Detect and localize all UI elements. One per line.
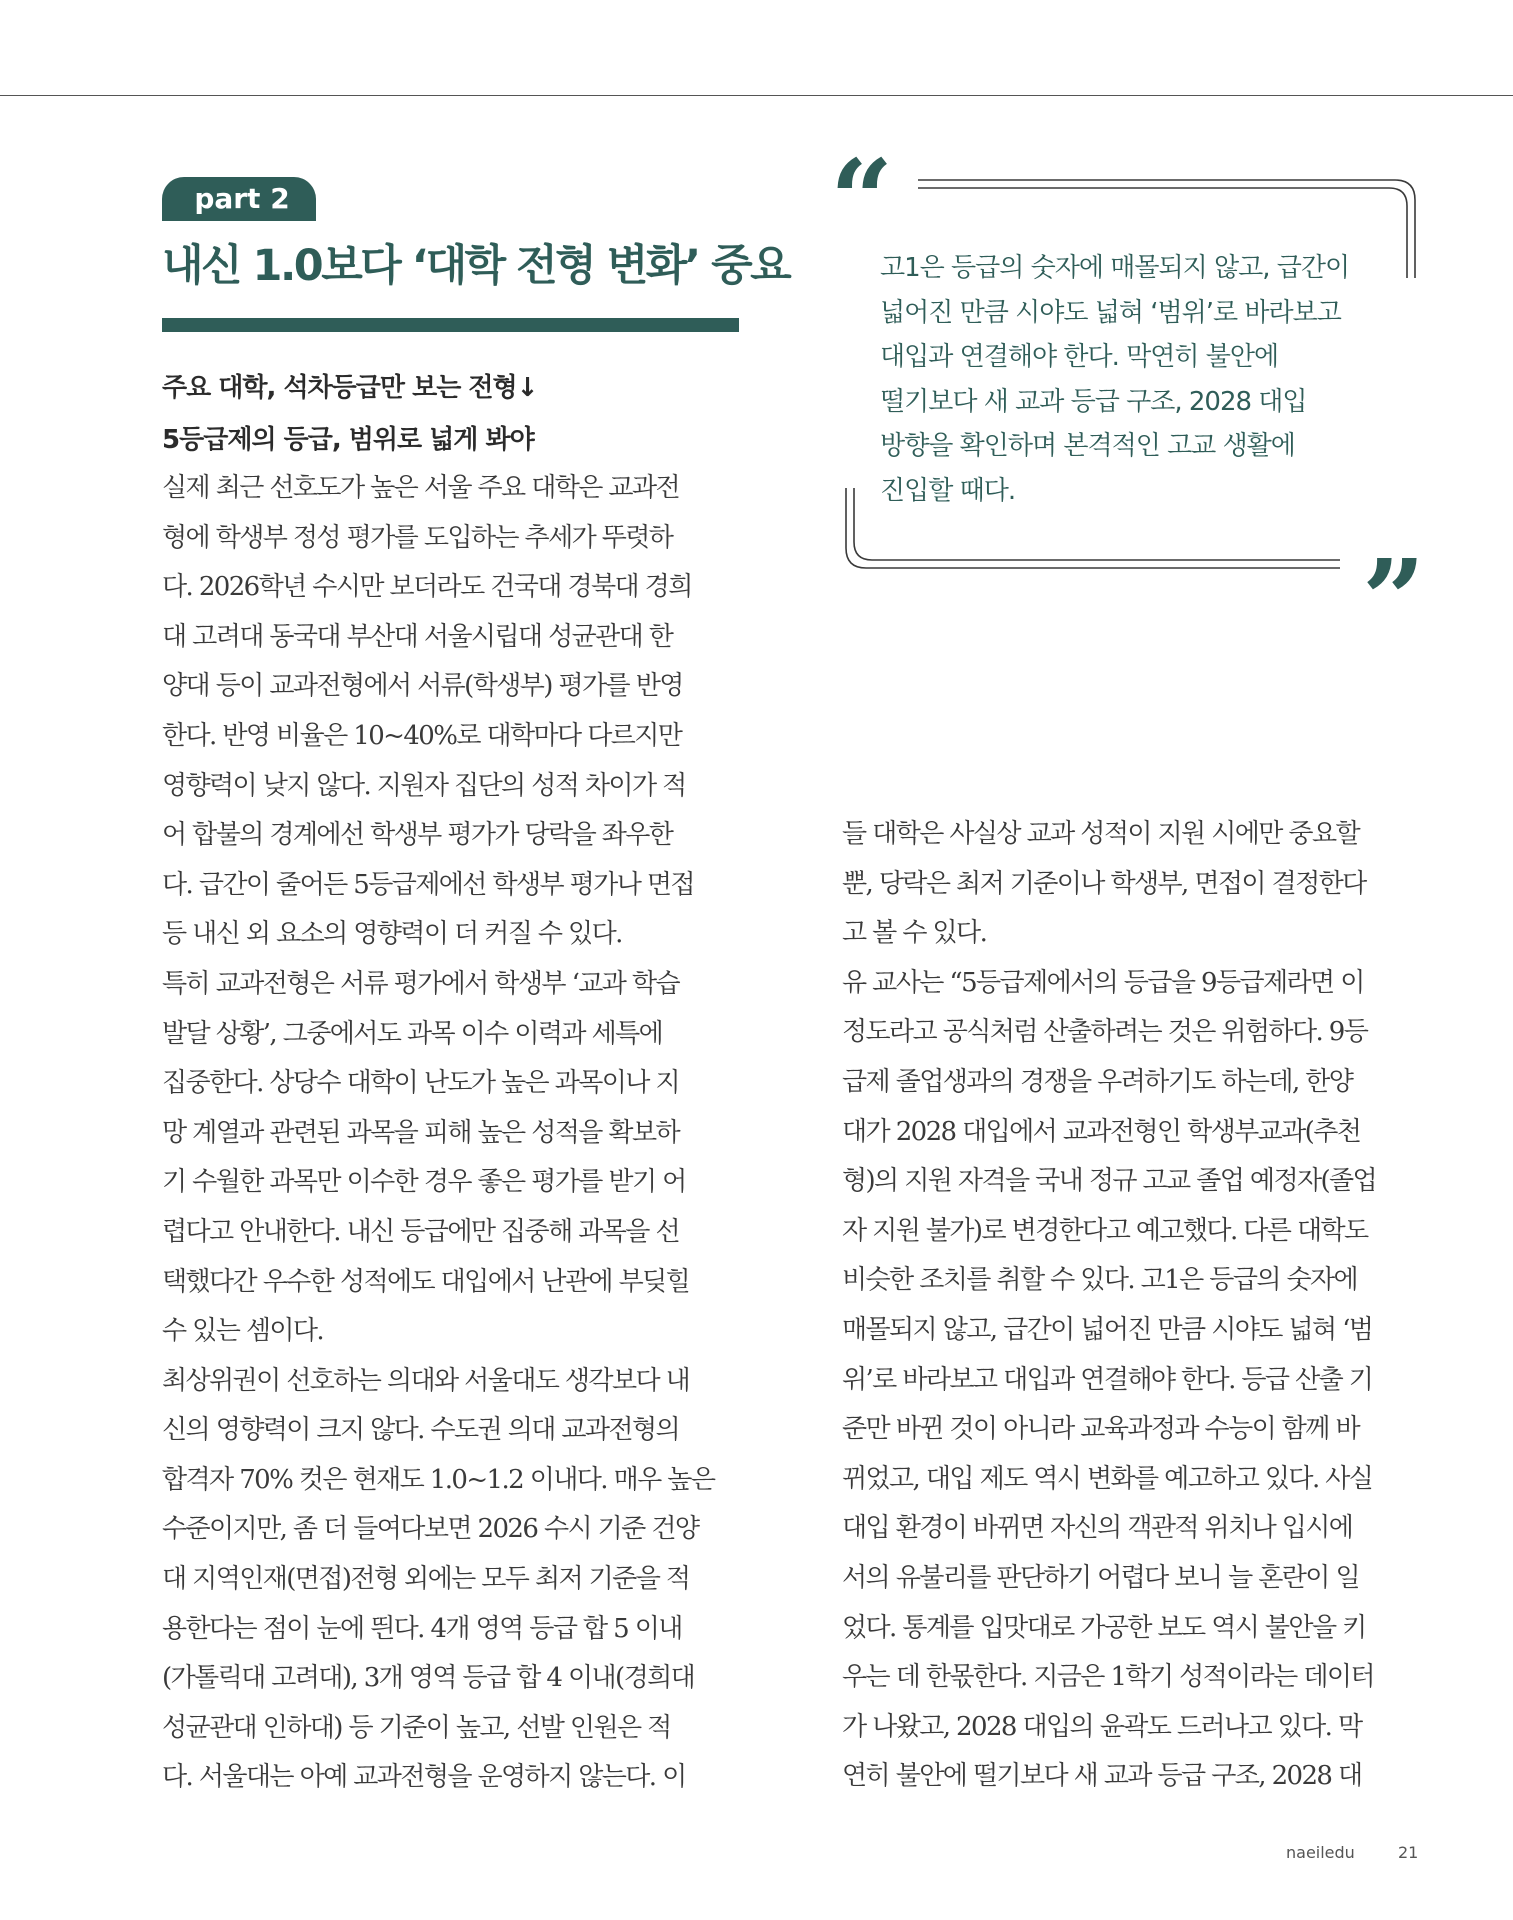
quote-line: 고1은 등급의 숫자에 매몰되지 않고, 급간이 (880, 253, 1350, 283)
quote-line: 방향을 확인하며 본격적인 고교 생활에 (880, 431, 1295, 462)
footer-site-name: naeiledu (1286, 1843, 1355, 1862)
page-number: 21 (1398, 1843, 1419, 1862)
body-text-line: 대 고려대 동국대 부산대 서울시립대 성균관대 한 (162, 621, 673, 652)
body-text-line: 양대 등이 교과전형에서 서류(학생부) 평가를 반영 (162, 671, 683, 702)
part-label: part 2 (162, 177, 316, 221)
subheading-line: 5등급제의 등급, 범위로 넓게 봐야 (162, 425, 534, 455)
quote-line: 진입할 때다. (880, 475, 1016, 506)
subheading-line: 주요 대학, 석차등급만 보는 전형↓ (162, 373, 538, 403)
body-text-line: 대입 환경이 바뀌면 자신의 객관적 위치나 입시에 (842, 1513, 1353, 1544)
body-text-line: 렵다고 안내한다. 내신 등급에만 집중해 과목을 선 (162, 1216, 679, 1247)
left-column-text (162, 464, 742, 1803)
open-quote-icon: “ (830, 135, 894, 264)
body-text-line: 정도라고 공식처럼 산출하려는 것은 위험하다. 9등 (842, 1017, 1368, 1048)
body-text-line: 서의 유불리를 판단하기 어렵다 보니 늘 혼란이 일 (842, 1562, 1359, 1593)
title-underline (162, 318, 739, 332)
body-text-line: 준만 바뀐 것이 아니라 교육과정과 수능이 함께 바 (842, 1414, 1359, 1445)
body-text-line: 연히 불안에 떨기보다 새 교과 등급 구조, 2028 대 (842, 1761, 1362, 1792)
pull-quote (880, 246, 1400, 514)
body-text-line: 합격자 70% 컷은 현재도 1.0~1.2 이내다. 매우 높은 (162, 1464, 715, 1495)
body-text-line: 고 볼 수 있다. (842, 918, 987, 949)
body-text-line: 어 합불의 경계에선 학생부 평가가 당락을 좌우한 (162, 820, 673, 851)
body-text-line: 뿐, 당락은 최저 기준이나 학생부, 면접이 결정한다 (842, 868, 1366, 899)
body-text-line: 실제 최근 선호도가 높은 서울 주요 대학은 교과전 (162, 473, 679, 503)
page-title: 내신 1.0보다 ‘대학 전형 변화’ 중요 (162, 241, 790, 291)
body-text-line: 다. 서울대는 아예 교과전형을 운영하지 않는다. 이 (162, 1762, 686, 1793)
quote-line: 대입과 연결해야 한다. 막연히 불안에 (880, 342, 1279, 373)
body-text-line: 다. 급간이 줄어든 5등급제에선 학생부 평가나 면접 (162, 869, 694, 900)
body-text-line: 다. 2026학년 수시만 보더라도 건국대 경북대 경희 (162, 572, 692, 603)
body-text-line: 영향력이 낮지 않다. 지원자 집단의 성적 차이가 적 (162, 770, 686, 801)
body-text-line: 형)의 지원 자격을 국내 정규 고교 졸업 예정자(졸업 (842, 1166, 1377, 1197)
body-text-line: (가톨릭대 고려대), 3개 영역 등급 합 4 이내(경희대 (162, 1663, 695, 1694)
body-text-line: 용한다는 점이 눈에 띈다. 4개 영역 등급 합 5 이내 (162, 1613, 682, 1644)
top-rule (0, 95, 1513, 96)
body-text-line: 택했다간 우수한 성적에도 대입에서 난관에 부딪힐 (162, 1266, 690, 1297)
body-text-line: 비슷한 조치를 취할 수 있다. 고1은 등급의 숫자에 (842, 1265, 1358, 1296)
subheading (162, 362, 762, 466)
body-text-line: 성균관대 인하대) 등 기준이 높고, 선발 인원은 적 (162, 1712, 671, 1743)
body-text-line: 뀌었고, 대입 제도 역시 변화를 예고하고 있다. 사실 (842, 1463, 1373, 1494)
body-text-line: 매몰되지 않고, 급간이 넓어진 만큼 시야도 넓혀 ‘범 (842, 1314, 1373, 1345)
body-text-line: 유 교사는 “5등급제에서의 등급을 9등급제라면 이 (842, 967, 1364, 998)
body-text-line: 대가 2028 대입에서 교과전형인 학생부교과(추천 (842, 1116, 1361, 1147)
body-text-line: 등 내신 외 요소의 영향력이 더 커질 수 있다. (162, 919, 622, 950)
body-text-line: 대 지역인재(면접)전형 외에는 모두 최저 기준을 적 (162, 1564, 690, 1595)
close-quote-icon: ” (1362, 535, 1426, 664)
body-text-line: 었다. 통계를 입맛대로 가공한 보도 역시 불안을 키 (842, 1612, 1366, 1643)
body-text-line: 들 대학은 사실상 교과 성적이 지원 시에만 중요할 (842, 819, 1359, 849)
body-text-line: 발달 상황’, 그중에서도 과목 이수 이력과 세특에 (162, 1018, 663, 1049)
body-text-line: 가 나왔고, 2028 대입의 윤곽도 드러나고 있다. 막 (842, 1711, 1362, 1742)
body-text-line: 집중한다. 상당수 대학이 난도가 높은 과목이나 지 (162, 1068, 679, 1099)
body-text-line: 수준이지만, 좀 더 들여다보면 2026 수시 기준 건양 (162, 1514, 699, 1545)
body-text-line: 수 있는 셈이다. (162, 1316, 324, 1347)
body-text-line: 급제 졸업생과의 경쟁을 우려하기도 하는데, 한양 (842, 1066, 1353, 1097)
body-text-line: 기 수월한 과목만 이수한 경우 좋은 평가를 받기 어 (162, 1167, 686, 1198)
right-column-text (842, 810, 1422, 1802)
quote-line: 떨기보다 새 교과 등급 구조, 2028 대입 (880, 386, 1307, 417)
body-text-line: 형에 학생부 정성 평가를 도입하는 추세가 뚜렷하 (162, 522, 673, 553)
quote-line: 넓어진 만큼 시야도 넓혀 ‘범위’로 바라보고 (880, 297, 1341, 328)
body-text-line: 신의 영향력이 크지 않다. 수도권 의대 교과전형의 (162, 1415, 679, 1446)
body-text-line: 한다. 반영 비율은 10~40%로 대학마다 다르지만 (162, 720, 682, 751)
body-text-line: 우는 데 한몫한다. 지금은 1학기 성적이라는 데이터 (842, 1662, 1374, 1693)
body-text-line: 위’로 바라보고 대입과 연결해야 한다. 등급 산출 기 (842, 1364, 1373, 1395)
body-text-line: 망 계열과 관련된 과목을 피해 높은 성적을 확보하 (162, 1117, 679, 1148)
body-text-line: 최상위권이 선호하는 의대와 서울대도 생각보다 내 (162, 1365, 690, 1396)
body-text-line: 특히 교과전형은 서류 평가에서 학생부 ‘교과 학습 (162, 968, 679, 999)
body-text-line: 자 지원 불가)로 변경한다고 예고했다. 다른 대학도 (842, 1215, 1368, 1246)
